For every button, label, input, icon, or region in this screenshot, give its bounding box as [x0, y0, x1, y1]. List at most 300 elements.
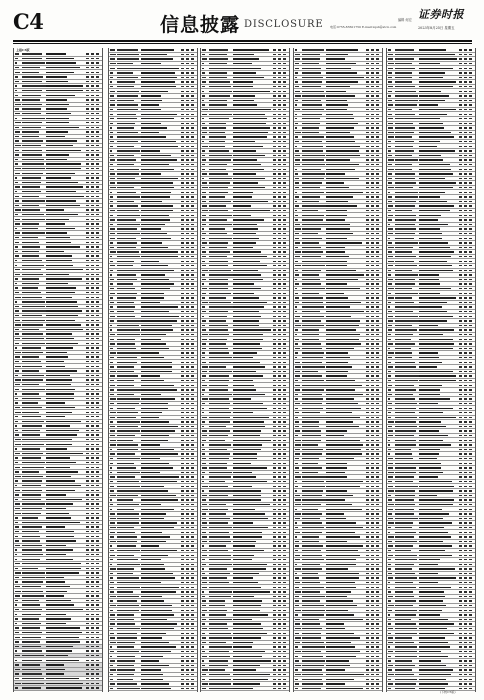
table-cell-text: [117, 242, 137, 243]
table-cell-text: [91, 269, 94, 270]
table-cell-text: [376, 660, 379, 661]
table-cell-text: [91, 393, 94, 394]
table-cell-text: [326, 339, 359, 340]
table-cell-text: [283, 205, 286, 206]
table-cell-text: [388, 49, 391, 50]
table-cell-text: [233, 261, 260, 262]
table-cell-text: [117, 182, 141, 183]
table-cell-text: [295, 458, 299, 459]
table-cell-text: [302, 63, 319, 64]
table-cell-text: [371, 251, 374, 252]
table-cell-text: [186, 577, 189, 578]
table-cell-text: [110, 320, 114, 321]
table-cell-text: [376, 591, 379, 592]
table-cell-text: [273, 146, 276, 147]
table-cell-text: [295, 481, 297, 482]
table-cell-text: [46, 398, 74, 399]
table-cell-text: [326, 274, 364, 275]
table-cell-text: [202, 334, 208, 335]
table-cell-text: [22, 90, 42, 91]
table-cell-text: [181, 453, 184, 454]
table-cell-text: [110, 513, 115, 514]
table-cell-text: [46, 278, 82, 279]
table-cell-text: [22, 182, 41, 183]
table-cell-text: [295, 320, 299, 321]
table-cell-text: [96, 99, 99, 100]
table-cell-text: [302, 178, 324, 179]
table-cell-text: [117, 522, 139, 523]
table-cell-text: [181, 541, 184, 542]
table-cell-text: [366, 541, 369, 542]
table-cell-text: [366, 224, 369, 225]
table-cell-text: [376, 366, 379, 367]
table-cell-text: [366, 54, 369, 55]
table-cell-text: [278, 481, 281, 482]
table-cell-text: [91, 678, 94, 679]
table-cell-text: [191, 444, 194, 445]
table-cell-text: [283, 605, 286, 606]
table-cell-text: [273, 421, 276, 422]
table-cell-text: [117, 651, 139, 652]
table-cell-text: [86, 448, 89, 449]
table-cell-text: [326, 49, 358, 50]
table-cell-text: [110, 403, 114, 404]
table-cell-text: [202, 499, 206, 500]
table-cell-text: [326, 109, 347, 110]
table-cell-text: [141, 182, 173, 183]
table-cell-text: [273, 192, 276, 193]
table-cell-text: [91, 145, 94, 146]
table-cell-text: [186, 279, 189, 280]
table-cell-text: [295, 385, 300, 386]
table-cell-text: [96, 191, 99, 192]
table-cell-text: [376, 63, 379, 64]
table-cell-text: [186, 408, 189, 409]
table-cell-text: [117, 205, 138, 206]
table-cell-text: [191, 555, 194, 556]
table-cell-text: [46, 219, 69, 220]
table-cell-text: [22, 343, 45, 344]
table-cell-text: [273, 435, 276, 436]
table-cell-text: [273, 651, 276, 652]
table-cell-text: [469, 58, 472, 59]
table-cell-text: [283, 320, 286, 321]
table-cell-text: [376, 568, 379, 569]
table-cell-text: [22, 104, 42, 105]
table-cell-text: [46, 485, 81, 486]
table-cell-text: [141, 297, 164, 298]
table-cell-text: [15, 531, 19, 532]
table-cell-text: [96, 522, 99, 523]
table-cell-text: [366, 555, 369, 556]
table-cell-text: [233, 435, 260, 436]
table-cell-text: [202, 458, 206, 459]
table-cell-text: [302, 274, 319, 275]
table-cell-text: [233, 329, 271, 330]
table-cell-text: [191, 178, 194, 179]
table-cell-text: [141, 394, 161, 395]
table-cell-text: [273, 242, 276, 243]
table-cell-text: [141, 91, 168, 92]
table-cell-text: [469, 49, 472, 50]
table-cell-text: [209, 430, 230, 431]
table-cell-text: [273, 196, 276, 197]
table-cell-text: [86, 499, 89, 500]
table-cell-text: [186, 210, 189, 211]
table-cell-text: [233, 573, 259, 574]
table-cell-text: [15, 600, 18, 601]
table-cell-text: [110, 633, 114, 634]
table-cell-text: [278, 674, 281, 675]
table-cell-text: [371, 297, 374, 298]
table-cell-text: [295, 178, 299, 179]
table-cell-text: [273, 366, 276, 367]
table-cell-text: [326, 196, 353, 197]
table-cell-text: [46, 251, 64, 252]
table-cell-text: [283, 325, 286, 326]
table-cell-text: [233, 610, 260, 611]
table-cell-text: [233, 86, 253, 87]
table-cell-text: [46, 577, 64, 578]
table-cell-text: [371, 215, 374, 216]
table-cell-text: [233, 251, 261, 252]
table-cell-text: [273, 669, 276, 670]
table-cell-text: [295, 343, 298, 344]
table-cell-text: [278, 58, 281, 59]
table-cell-text: [295, 81, 298, 82]
table-cell-text: [22, 292, 41, 293]
table-cell-text: [117, 637, 137, 638]
table-cell-text: [371, 49, 374, 50]
table-cell-text: [326, 261, 347, 262]
table-cell-text: [371, 352, 374, 353]
table-cell-text: [326, 293, 344, 294]
table-cell-text: [181, 614, 184, 615]
table-cell-text: [91, 320, 94, 321]
table-cell-text: [371, 651, 374, 652]
table-cell-text: [419, 54, 455, 55]
table-cell-text: [326, 509, 362, 510]
table-cell-text: [110, 389, 114, 390]
table-cell-text: [283, 95, 286, 96]
table-cell-text: [186, 339, 189, 340]
table-cell-text: [91, 53, 94, 54]
table-cell-text: [86, 246, 89, 247]
table-cell-text: [233, 541, 256, 542]
table-cell-text: [91, 467, 94, 468]
table-cell-text: [233, 665, 260, 666]
table-cell-text: [91, 246, 94, 247]
table-cell-text: [366, 430, 369, 431]
table-cell-text: [371, 348, 374, 349]
table-cell-text: [278, 490, 281, 491]
table-cell-text: [91, 375, 94, 376]
table-cell-text: [46, 402, 65, 403]
table-cell-text: [376, 486, 379, 487]
table-cell-text: [371, 587, 374, 588]
table-cell-text: [459, 77, 462, 78]
table-cell-text: [209, 408, 229, 409]
table-cell-text: [202, 472, 205, 473]
table-cell-text: [209, 187, 228, 188]
table-cell-text: [86, 490, 89, 491]
table-cell-text: [302, 619, 319, 620]
table-cell-text: [15, 412, 21, 413]
table-cell-text: [191, 343, 194, 344]
table-cell-text: [181, 182, 184, 183]
table-cell-text: [110, 233, 115, 234]
table-cell-text: [202, 178, 204, 179]
table-cell-text: [233, 555, 254, 556]
table-cell-text: [371, 380, 374, 381]
table-cell-text: [371, 256, 374, 257]
table-cell-text: [295, 518, 300, 519]
table-cell-text: [283, 178, 286, 179]
table-cell-text: [117, 302, 134, 303]
table-cell-text: [117, 169, 139, 170]
table-cell-text: [46, 58, 74, 59]
table-cell-text: [376, 582, 379, 583]
table-cell-text: [233, 633, 267, 634]
table-cell-text: [326, 490, 347, 491]
table-cell-text: [233, 228, 258, 229]
table-cell-text: [181, 536, 184, 537]
table-cell-text: [376, 325, 379, 326]
table-cell-text: [117, 467, 136, 468]
table-cell-text: [186, 283, 189, 284]
table-cell-text: [22, 513, 41, 514]
table-cell-text: [15, 485, 17, 486]
masthead-rule-thin: [13, 43, 472, 44]
table-cell-text: [46, 467, 70, 468]
table-cell-text: [15, 145, 21, 146]
table-cell-text: [295, 339, 299, 340]
table-cell-text: [278, 219, 281, 220]
table-cell-text: [371, 619, 374, 620]
table-cell-text: [209, 256, 227, 257]
table-cell-text: [278, 114, 281, 115]
table-cell-text: [191, 633, 194, 634]
table-cell-text: [46, 62, 76, 63]
table-cell-text: [376, 320, 379, 321]
table-cell-text: [191, 242, 194, 243]
table-cell-text: [326, 637, 360, 638]
table-cell-text: [302, 77, 323, 78]
table-cell-text: [186, 380, 189, 381]
table-cell-text: [278, 329, 281, 330]
table-cell-text: [46, 627, 80, 628]
table-cell-text: [22, 402, 38, 403]
table-cell-text: [86, 131, 89, 132]
table-cell-text: [46, 310, 82, 311]
table-cell-text: [186, 371, 189, 372]
table-cell-text: [22, 333, 43, 334]
table-cell-text: [110, 660, 115, 661]
table-cell-text: [46, 338, 74, 339]
table-cell-text: [278, 633, 281, 634]
table-cell-text: [366, 279, 369, 280]
table-cell-text: [376, 141, 379, 142]
table-cell-text: [96, 196, 99, 197]
table-cell-text: [22, 604, 40, 605]
table-cell-text: [191, 159, 194, 160]
table-cell-text: [326, 104, 348, 105]
table-cell-text: [326, 582, 355, 583]
table-cell-text: [233, 679, 268, 680]
table-cell-text: [141, 467, 173, 468]
table-cell-text: [86, 412, 89, 413]
table-cell-text: [96, 136, 99, 137]
table-cell-text: [91, 219, 94, 220]
table-cell-text: [371, 320, 374, 321]
table-cell-text: [15, 568, 18, 569]
table-cell-text: [283, 614, 286, 615]
table-cell-text: [15, 136, 19, 137]
table-cell-text: [91, 347, 94, 348]
table-cell-text: [110, 247, 114, 248]
table-cell-text: [96, 480, 99, 481]
table-cell-text: [96, 457, 99, 458]
table-cell-text: [86, 223, 89, 224]
table-cell-text: [141, 127, 167, 128]
table-cell-text: [326, 302, 361, 303]
table-cell-text: [15, 554, 17, 555]
table-cell-text: [186, 495, 189, 496]
table-cell-text: [181, 68, 184, 69]
table-cell-text: [86, 343, 89, 344]
table-cell-text: [302, 646, 325, 647]
table-cell-text: [371, 81, 374, 82]
table-cell-text: [91, 655, 94, 656]
table-cell-text: [388, 54, 393, 55]
table-cell-text: [209, 297, 226, 298]
table-cell-text: [233, 173, 256, 174]
table-cell-text: [110, 86, 113, 87]
table-cell-text: [202, 114, 207, 115]
table-cell-text: [366, 646, 369, 647]
table-cell-text: [371, 219, 374, 220]
table-cell-text: [15, 163, 18, 164]
table-cell-text: [295, 545, 299, 546]
table-cell-text: [141, 86, 176, 87]
table-cell-text: [141, 573, 173, 574]
table-cell-text: [366, 95, 369, 96]
table-cell-text: [283, 196, 286, 197]
table-cell-text: [376, 688, 379, 689]
table-cell-text: [278, 417, 281, 418]
table-cell-text: [376, 555, 379, 556]
table-cell-text: [469, 54, 472, 55]
table-cell-text: [295, 72, 298, 73]
table-cell-text: [191, 127, 194, 128]
table-cell-text: [110, 669, 116, 670]
table-cell-text: [15, 173, 20, 174]
table-cell-text: [371, 366, 374, 367]
table-cell-text: [283, 288, 286, 289]
table-cell-text: [186, 435, 189, 436]
table-cell-text: [278, 357, 281, 358]
table-cell-text: [191, 619, 194, 620]
table-cell-text: [326, 362, 348, 363]
table-cell-text: [186, 261, 189, 262]
table-cell-text: [295, 256, 300, 257]
table-cell-text: [326, 72, 357, 73]
table-cell-text: [110, 302, 114, 303]
table-cell-text: [209, 329, 228, 330]
table-cell-text: [117, 352, 141, 353]
table-cell-text: [91, 122, 94, 123]
table-cell-text: [371, 201, 374, 202]
table-cell-text: [86, 476, 89, 477]
table-cell-text: [371, 141, 374, 142]
table-cell-text: [371, 104, 374, 105]
table-cell-text: [278, 683, 281, 684]
table-cell-text: [86, 58, 89, 59]
table-cell-text: [186, 86, 189, 87]
table-cell-text: [110, 371, 116, 372]
table-cell-text: [233, 219, 264, 220]
table-cell-text: [186, 458, 189, 459]
table-cell-text: [86, 614, 89, 615]
table-cell-text: [15, 434, 19, 435]
table-cell-text: [371, 467, 374, 468]
table-cell-text: [96, 586, 99, 587]
table-cell-text: [22, 242, 39, 243]
table-cell-text: [209, 274, 233, 275]
table-cell-text: [326, 628, 345, 629]
table-cell-text: [186, 587, 189, 588]
table-cell-text: [46, 274, 69, 275]
table-cell-text: [186, 54, 189, 55]
table-cell-text: [191, 182, 194, 183]
table-cell-text: [191, 86, 194, 87]
table-cell-text: [366, 136, 369, 137]
table-cell-text: [371, 178, 374, 179]
table-cell-text: [181, 348, 184, 349]
table-cell-text: [91, 200, 94, 201]
table-cell-text: [283, 233, 286, 234]
table-cell-text: [191, 118, 194, 119]
table-cell-text: [326, 555, 360, 556]
table-cell-text: [96, 604, 99, 605]
table-cell-text: [295, 274, 299, 275]
table-cell-text: [22, 127, 41, 128]
table-cell-text: [273, 458, 276, 459]
table-cell-text: [91, 536, 94, 537]
table-cell-text: [283, 123, 286, 124]
table-cell-text: [191, 536, 194, 537]
table-cell-text: [283, 104, 286, 105]
table-cell-text: [86, 140, 89, 141]
table-cell-text: [326, 242, 362, 243]
table-cell-text: [15, 650, 17, 651]
table-cell-text: [46, 434, 77, 435]
table-cell-text: [371, 187, 374, 188]
table-cell-text: [283, 362, 286, 363]
table-cell-text: [186, 205, 189, 206]
table-cell-text: [86, 278, 89, 279]
table-cell-text: [209, 375, 229, 376]
table-cell-text: [283, 642, 286, 643]
table-cell-text: [181, 219, 184, 220]
table-cell-text: [302, 118, 320, 119]
table-cell-text: [278, 389, 281, 390]
table-cell-text: [96, 467, 99, 468]
table-cell-text: [302, 297, 323, 298]
table-cell-text: [273, 210, 276, 211]
table-cell-text: [376, 499, 379, 500]
table-cell-text: [278, 619, 281, 620]
